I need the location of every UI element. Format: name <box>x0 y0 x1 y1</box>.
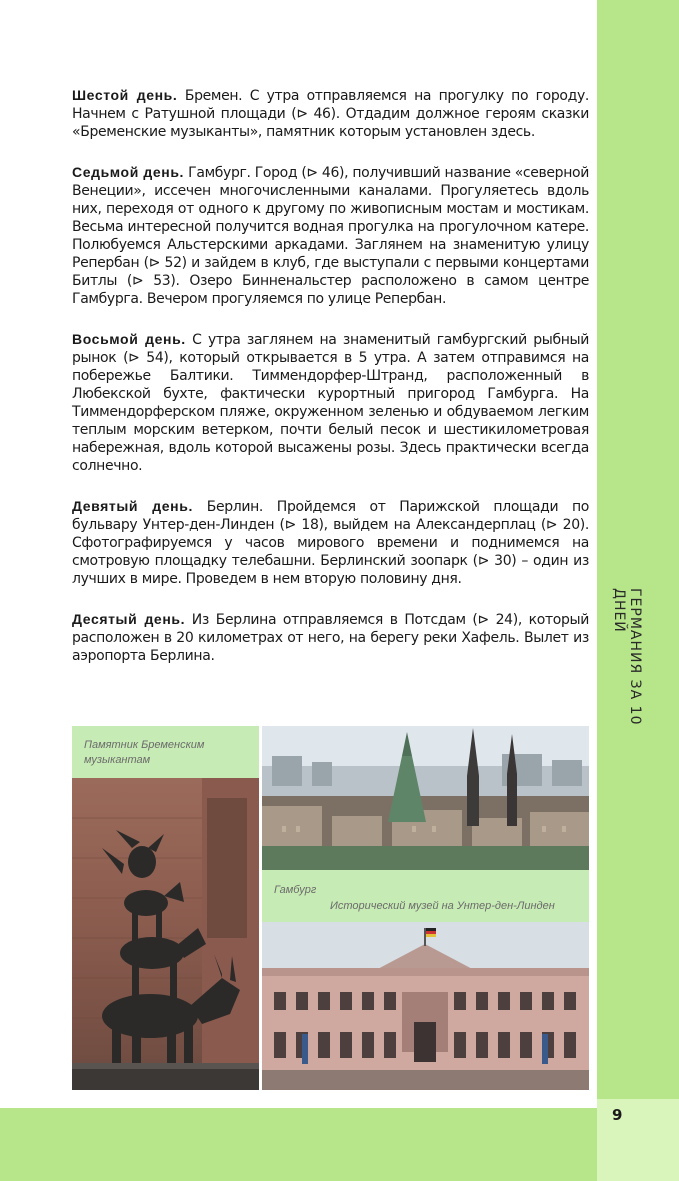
day-7-paragraph <box>72 163 589 308</box>
day-text: Из Берлина отправляемся в Потсдам (⊳ 24), который расположен в 20 километрах от него, на берегу реки Хафель. Вылет из аэропорта Берлина. <box>72 612 590 664</box>
itinerary-text <box>72 86 589 687</box>
hamburg-caption: Гамбург <box>274 884 317 896</box>
bottom-band <box>0 1108 597 1181</box>
day-heading: Восьмой день. <box>72 331 186 347</box>
day-heading: Шестой день. <box>72 87 178 103</box>
day-6-paragraph <box>72 86 589 141</box>
museum-illustration <box>262 922 589 1090</box>
city-caption-box <box>262 870 589 922</box>
museum-photo <box>262 922 589 1090</box>
hamburg-photo <box>262 726 589 870</box>
day-8-paragraph <box>72 330 589 475</box>
hamburg-illustration <box>262 726 589 870</box>
day-text: С утра заглянем на знаменитый гамбургский рыбный рынок (⊳ 54), который открывается в 5 утра. А затем отправимся на побережье Балтики. Тиммендорфер-Штранд, расположенный в Любекской бухте, фактически курортный пригород Гамбурга. На Тиммендорферском пляже, окруженном зеленью и обдуваемом легким теплым морским ветерком, почти белый песок и шестикилометровая набережная, вдоль которой высажены розы. Здесь практически всегда солнечно. <box>72 332 590 474</box>
statue-illustration <box>72 778 259 1090</box>
bremen-musicians-photo <box>72 778 259 1090</box>
day-10-paragraph <box>72 610 589 665</box>
statue-caption-box <box>72 726 259 778</box>
day-heading: Седьмой день. <box>72 164 185 180</box>
day-heading: Девятый день. <box>72 498 193 514</box>
day-text: Бремен. С утра отправляемся на прогулку по городу. Начнем с Ратушной площади (⊳ 46). Отдадим должное героям сказки «Бременские музыканты», памятник которым установлен здесь. <box>72 88 589 140</box>
day-heading: Десятый день. <box>72 611 186 627</box>
photo-block <box>72 726 589 1090</box>
statue-caption: Памятник Бременским музыкантам <box>84 739 205 766</box>
day-9-paragraph <box>72 497 589 588</box>
chapter-title: ГЕРМАНИЯ ЗА 10 ДНЕЙ <box>611 588 643 726</box>
day-text: Берлин. Пройдемся от Парижской площади по бульвару Унтер-ден-Линден (⊳ 18), выйдем на Александерплац (⊳ 20). Сфотографируемся у часов мирового времени и поднимемся на смотровую площадку телебашни. Берлинский зоопарк (⊳ 30) – один из лучших в мире. Проведем в нем вторую половину дня. <box>72 499 589 587</box>
page-number-box <box>597 1099 679 1181</box>
museum-caption: Исторический музей на Унтер-ден-Линден <box>330 900 555 912</box>
day-text: Гамбург. Город (⊳ 46), получивший название «северной Венеции», иссечен многочисленными каналами. Прогуляетесь вдоль них, переходя от одного к другому по живописным мостам и мостикам. Весьма интересной получится водная прогулка на прогулочном катере. Полюбуемся Альстерскими аркадами. Заглянем на знаменитую улицу Репербан (⊳ 52) и зайдем в клуб, где выступали с первыми концертами Битлы (⊳ 53). Озеро Бинненальстер расположено в самом центре Гамбурга. Вечером прогуляемся по улице Репербан. <box>72 165 589 307</box>
page-number: 9 <box>612 1106 623 1124</box>
